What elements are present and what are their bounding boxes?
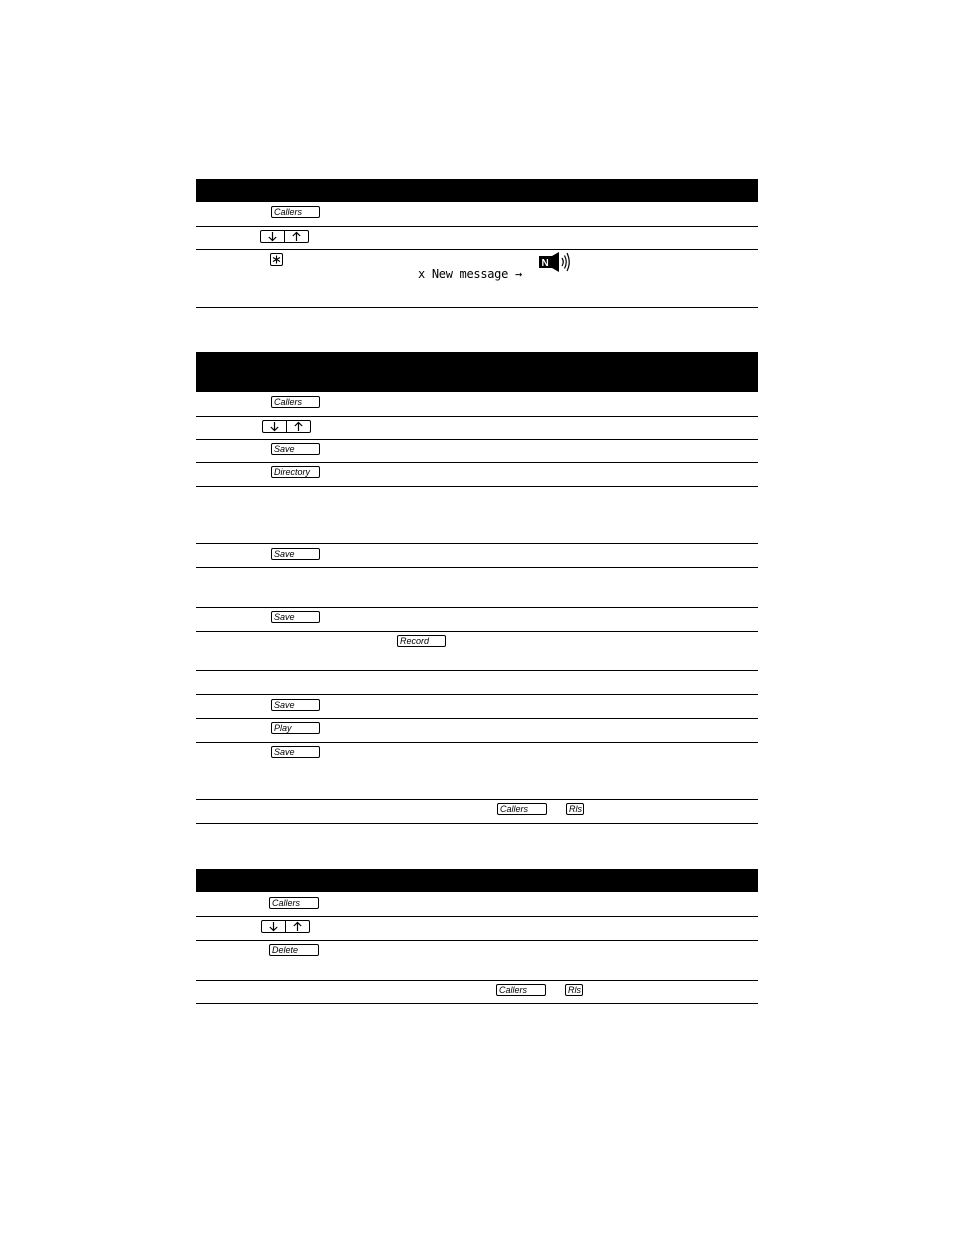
table2-rule [196, 486, 758, 487]
callers-key[interactable]: Callers [271, 396, 320, 408]
message-waiting-icon [538, 251, 572, 273]
table2-rule [196, 567, 758, 568]
table2-rule [196, 742, 758, 743]
down-arrow-icon[interactable] [262, 921, 285, 932]
table2-rule [196, 462, 758, 463]
save-key[interactable]: Save [271, 746, 320, 758]
record-key[interactable]: Record [397, 635, 446, 647]
star-key-icon[interactable] [270, 253, 283, 266]
save-key[interactable]: Save [271, 699, 320, 711]
callers-key[interactable]: Callers [496, 984, 546, 996]
table3-rule [196, 980, 758, 981]
up-arrow-icon[interactable] [285, 921, 309, 932]
down-arrow-icon[interactable] [261, 231, 284, 242]
right-arrow-icon: → [514, 267, 522, 281]
table2-rule [196, 718, 758, 719]
delete-key[interactable]: Delete [269, 944, 319, 956]
table2-header-band [196, 352, 758, 392]
table2-rule [196, 670, 758, 671]
table2-rule [196, 607, 758, 608]
table1-rule [196, 226, 758, 227]
table3-rule [196, 1003, 758, 1004]
table1-rule [196, 307, 758, 308]
table3-rule [196, 916, 758, 917]
table1-header-band [196, 179, 758, 202]
release-key[interactable]: Rls [565, 984, 583, 996]
table3-header-band [196, 869, 758, 892]
directory-key[interactable]: Directory [271, 466, 320, 478]
table2-rule [196, 416, 758, 417]
table2-rule [196, 543, 758, 544]
up-arrow-icon[interactable] [286, 421, 310, 432]
release-key[interactable]: Rls [566, 803, 584, 815]
table2-rule [196, 694, 758, 695]
display-new-message [418, 267, 522, 281]
scroll-arrow-keys[interactable] [260, 230, 309, 243]
table2-rule [196, 439, 758, 440]
table2-rule [196, 631, 758, 632]
scroll-arrow-keys[interactable] [262, 420, 311, 433]
save-key[interactable]: Save [271, 548, 320, 560]
save-key[interactable]: Save [271, 443, 320, 455]
table1-rule [196, 249, 758, 250]
callers-key[interactable]: Callers [269, 897, 319, 909]
down-arrow-icon[interactable] [263, 421, 286, 432]
up-arrow-icon[interactable] [284, 231, 308, 242]
table2-rule [196, 799, 758, 800]
table3-rule [196, 940, 758, 941]
scroll-arrow-keys[interactable] [261, 920, 310, 933]
svg-text:N: N [541, 258, 549, 269]
play-key[interactable]: Play [271, 722, 320, 734]
save-key[interactable]: Save [271, 611, 320, 623]
callers-key[interactable]: Callers [497, 803, 547, 815]
new-message-text: x New message [418, 267, 509, 281]
callers-key[interactable]: Callers [271, 206, 320, 218]
table2-rule [196, 823, 758, 824]
